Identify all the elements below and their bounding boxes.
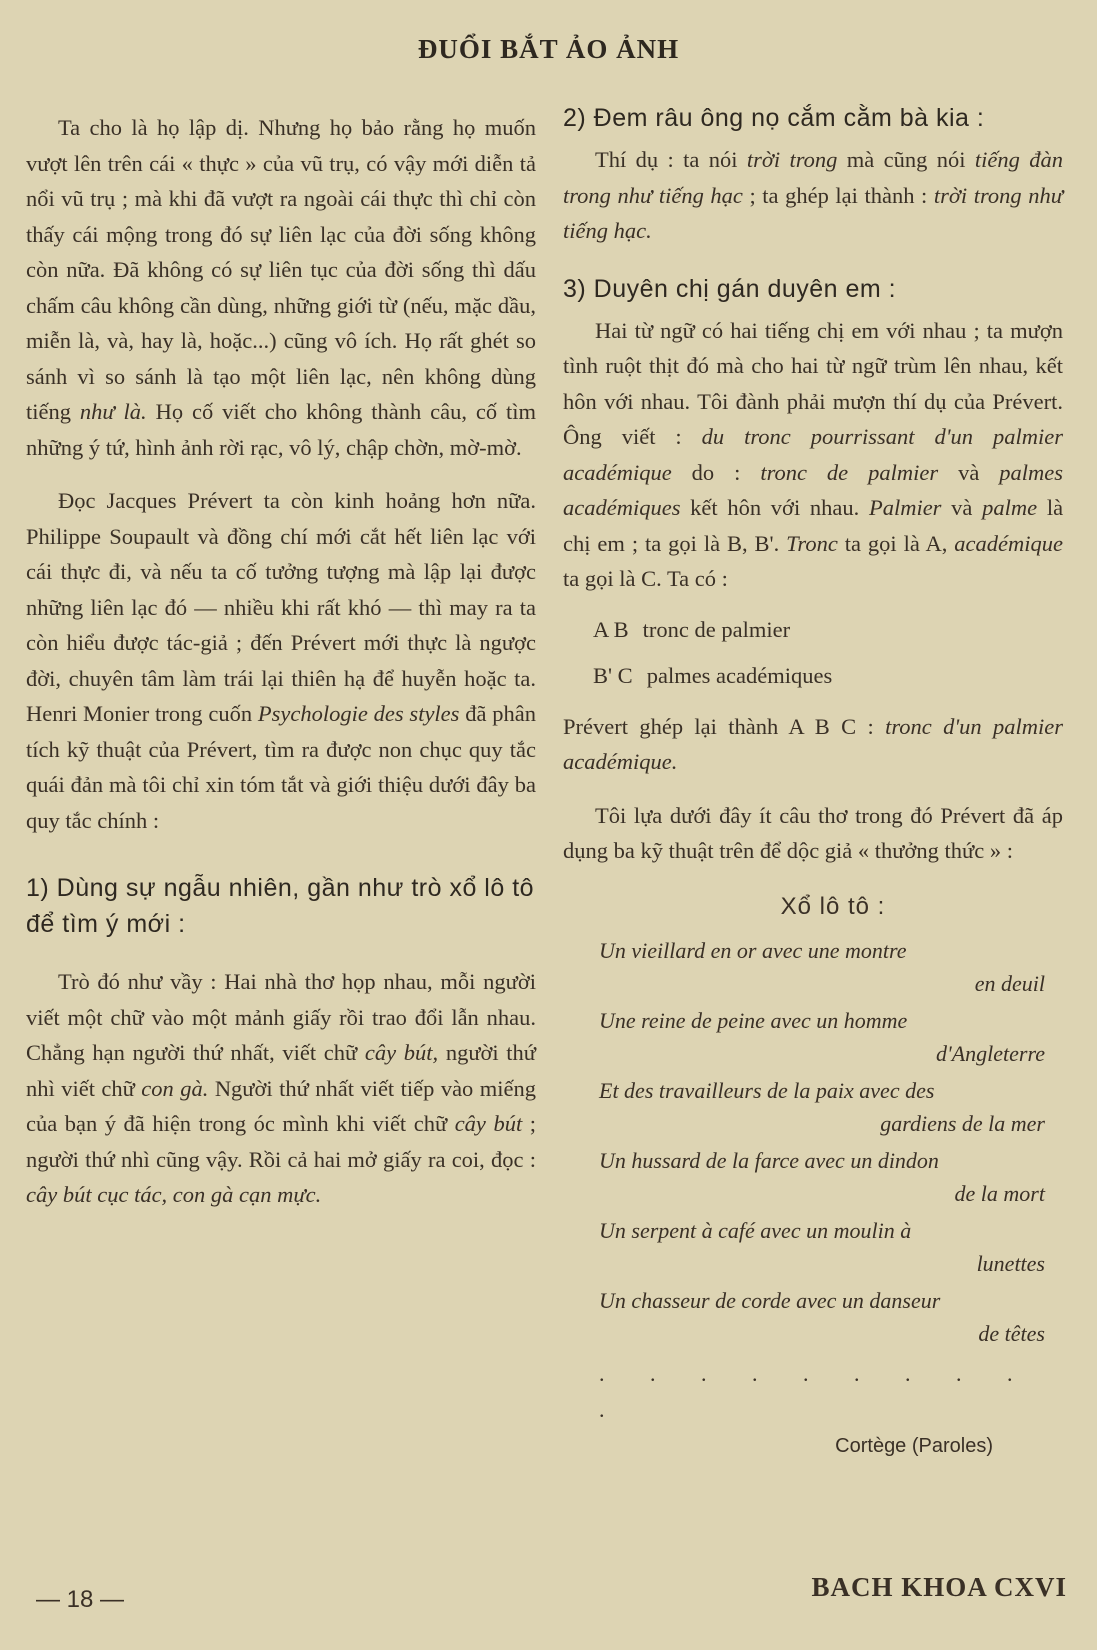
page-number: — 18 — [36,1586,125,1613]
italic-text: như là. [79,399,147,424]
paragraph-1: Ta cho là họ lập dị. Nhưng họ bảo rằng họ muốn vượt lên trên cái « thực » của vũ trụ, có vậy mới diễn tả nổi vũ trụ ; mà khi đã vượt ra ngoài cái thực thì chỉ còn thấy cái mộng trong đó sự liên lạc của đời sống không còn nữa. Đã không có sự liên tục của đời sống thì dấu chấm câu không cần dùng, những giới từ (nếu, mặc dầu, miễn là, và, hay là, hoặc...) cũng vô ích. Họ rất ghét so sánh vì so sánh là tạo một liên lạc, nên không dùng tiếng như là. Họ cố viết cho không thành câu, cố tìm những ý tứ, hình ảnh rời rạc, vô lý, chập chờn, mờ-mờ. [26,115,536,460]
poem-stanza [599,1284,1045,1350]
paragraph-5: Hai từ ngữ có hai tiếng chị em với nhau ; ta mượn tình ruột thịt đó mà cho hai từ ngữ trùm lên nhau, kết hôn với nhau. Tôi đành phải mượn thí dụ của Prévert. Ông viết : du tronc pourrissant d'un palmier académique do : tronc de palmier và palmes académiques kết hôn với nhau. Palmier và palme là chị em ; ta gọi là B, B'. Tronc ta gọi là A, académique ta gọi là C. Ta có : [563,317,1064,591]
section-heading-1: 1) Dùng sự ngẫu nhiên, gần như trò xổ lô tô để tìm ý mới : [26,874,535,938]
poem-line-continuation: gardiens de la mer [880,1111,1045,1136]
poem-line: Un hussard de la farce avec un dindon [599,1148,939,1173]
poem-line-continuation: lunettes [976,1251,1045,1276]
poem-line-continuation: en deuil [974,971,1045,996]
poem-title: Xổ lô tô : [780,892,886,920]
formula-line: B' C palmes académiques [593,662,833,688]
poem-line: Un vieillard en or avec une montre [599,938,907,963]
formula-block [593,607,1063,699]
section-heading-3: 3) Duyên chị gán duyên em : [563,274,897,303]
poem-line: Une reine de peine avec un homme [599,1008,908,1033]
poem-line-continuation: de têtes [978,1321,1045,1346]
poem-line: Et des travailleurs de la paix avec des [599,1078,935,1103]
section-heading-2: 2) Đem râu ông nọ cắm cằm bà kia : [563,104,985,132]
poem-stanza [599,1144,1045,1210]
poem-line-continuation: d'Angleterre [936,1041,1045,1066]
book-title: Psychologie des styles [257,701,460,726]
right-column [563,100,1063,1465]
paragraph-3: Trò đó như vầy : Hai nhà thơ họp nhau, mỗi người viết một chữ vào một mảnh giấy rồi trao đổi lẫn nhau. Chẳng hạn người thứ nhất, viết chữ cây bút, người thứ nhì viết chữ con gà. Người thứ nhất viết tiếp vào miếng của bạn ý đã hiện trong óc mình khi viết chữ cây bút ; người thứ nhì cũng vậy. Rồi cả hai mở giấy ra coi, đọc : cây bút cục tác, con gà cạn mực. [26,969,537,1207]
poem [599,934,1045,1350]
magazine-issue: BACH KHOA CXVI [811,1572,1067,1602]
poem-stanza [599,1074,1045,1140]
page-header: ĐUỔI BẮT ẢO ẢNH [417,34,680,64]
paragraph-2: Đọc Jacques Prévert ta còn kinh hoảng hơn nữa. Philippe Soupault và đồng chí mới cắt hết liên lạc với cái thực đi, và nếu ta cố tưởng tượng mà lập lại được những liên lạc đó — nhiều khi rất khó — thì may ra ta còn hiểu được tác-giả ; đến Prévert mới thực là ngược đời, chuyên tâm làm trái lại thiên hạ để huyễn hoặc ta. Henri Monier trong cuốn Psychologie des styles đã phân tích kỹ thuật của Prévert, tìm ra được non chục quy tắc quái đản mà tôi chỉ xin tóm tắt và giới thiệu dưới đây ba quy tắc chính : [26,488,537,833]
paragraph-6: Prévert ghép lại thành A B C : tronc d'un palmier académique. [563,713,1064,774]
poem-line-continuation: de la mort [954,1181,1045,1206]
left-column [26,110,536,1213]
paragraph-4: Thí dụ : ta nói trời trong mà cũng nói tiếng đàn trong như tiếng hạc ; ta ghép lại thành : trời trong như tiếng hạc. [563,147,1063,243]
paragraph-7: Tôi lựa dưới đây ít câu thơ trong đó Prévert đã áp dụng ba kỹ thuật trên để dộc giả « thưởng thức » : [563,802,1063,863]
poem-line: Un serpent à café avec un moulin à [599,1218,912,1243]
poem-line: Un chasseur de corde avec un danseur [599,1288,941,1313]
poem-stanza [599,1004,1045,1070]
poem-source: Cortège (Paroles) [835,1435,993,1457]
poem-stanza [599,1214,1045,1280]
formula-line: A B tronc de palmier [593,616,791,642]
ellipsis-dots: . . . . . . . . . . [599,1361,1033,1422]
poem-stanza [599,934,1045,1000]
